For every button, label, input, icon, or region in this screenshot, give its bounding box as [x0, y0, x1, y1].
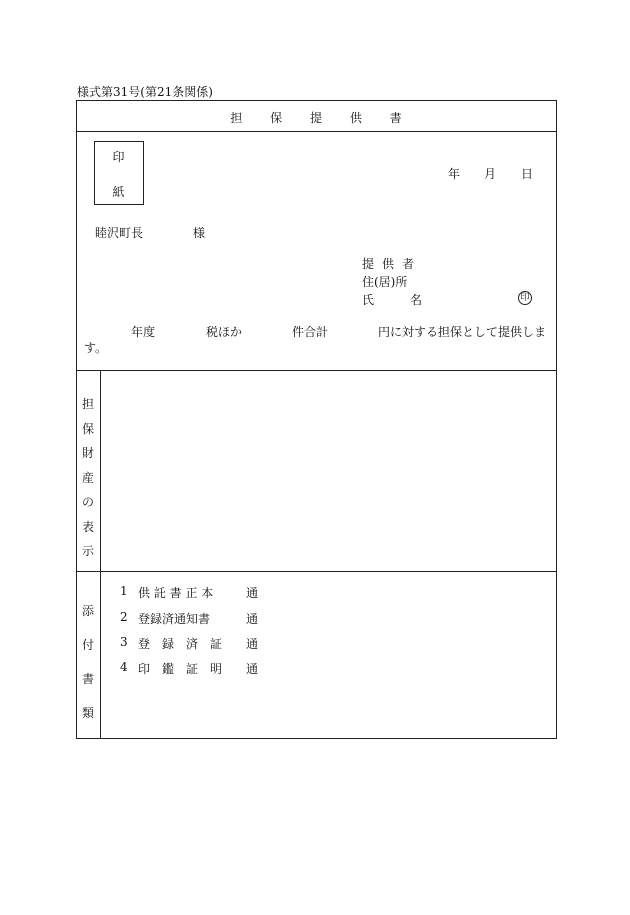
name-label-first: 氏	[362, 293, 375, 307]
label-char: 産	[81, 470, 94, 485]
label-char: 担	[81, 397, 94, 411]
attachment-unit: 通	[246, 612, 259, 626]
statement-year: 年度	[131, 325, 156, 339]
title-char: 供	[349, 111, 362, 125]
attachment-number: 3	[120, 635, 128, 649]
date-day-label: 日	[521, 167, 534, 181]
attachment-number: 1	[120, 584, 128, 598]
attachment-name: 登録済通知書	[138, 612, 211, 626]
attachment-number: 2	[120, 610, 128, 624]
stamp-label-top: 印	[112, 150, 125, 164]
title-divider	[76, 131, 556, 132]
stamp-label-bottom: 紙	[112, 185, 125, 199]
form-number: 様式第31号(第21条関係)	[77, 85, 213, 99]
statement-divider	[76, 370, 556, 371]
name-label-second: 名	[410, 293, 423, 307]
label-column-divider	[100, 370, 101, 738]
label-char: 示	[81, 544, 94, 558]
title-char: 提	[309, 111, 322, 125]
attachment-unit: 通	[246, 637, 259, 651]
label-char: 類	[81, 706, 94, 720]
label-char: 添	[81, 604, 94, 618]
date-month-label: 月	[484, 167, 497, 181]
address-label: 住(居)所	[362, 275, 408, 289]
statement-count: 件合計	[292, 325, 329, 339]
attachment-name: 印 鑑 証 明	[138, 662, 223, 676]
attachment-name: 登 録 済 証	[138, 637, 223, 651]
label-char: 表	[81, 519, 94, 534]
label-char: 保	[81, 421, 94, 436]
statement-end: す。	[84, 341, 108, 355]
label-char: 書	[81, 672, 94, 686]
date-year-label: 年	[448, 167, 461, 181]
attachments-section-label	[76, 594, 100, 730]
title-char: 保	[270, 111, 283, 125]
collateral-divider	[76, 571, 556, 572]
statement-amount: 円に対する担保として提供しま	[378, 325, 547, 339]
label-char: の	[81, 495, 94, 509]
label-char: 付	[81, 638, 94, 652]
label-char: 財	[81, 446, 94, 460]
attachment-number: 4	[120, 660, 128, 674]
collateral-section-label	[76, 392, 100, 564]
addressee: 睦沢町長	[95, 226, 144, 240]
attachment-unit: 通	[246, 662, 259, 676]
title-char: 書	[389, 111, 402, 125]
attachment-unit: 通	[246, 586, 259, 600]
document-title	[76, 109, 556, 126]
seal-mark: 印	[518, 291, 532, 305]
title-char: 担	[230, 111, 243, 125]
provider-label: 提供者	[362, 257, 423, 271]
attachment-name: 供 託 書 正 本	[138, 586, 214, 600]
honorific: 様	[193, 226, 206, 240]
statement-tax: 税ほか	[206, 325, 243, 339]
